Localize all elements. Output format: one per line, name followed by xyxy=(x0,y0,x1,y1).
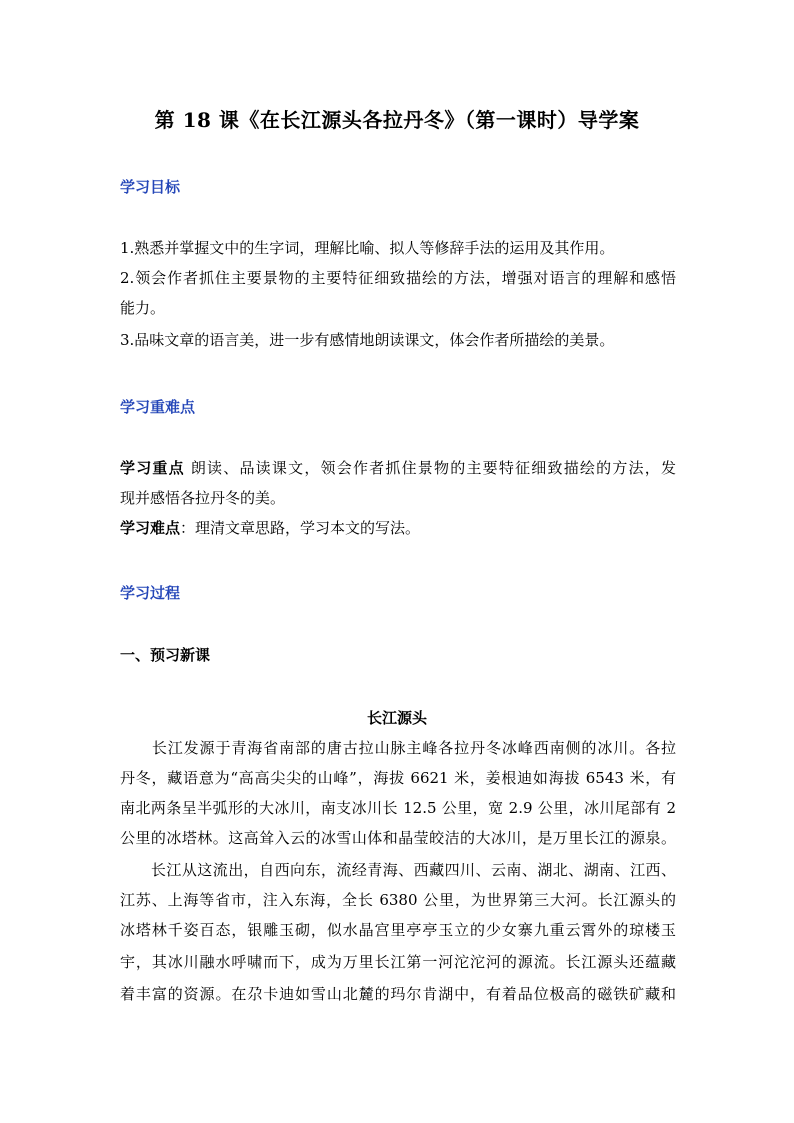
part-one-heading: 一、预习新课 xyxy=(120,646,211,664)
focus-label: 学习重点 xyxy=(120,459,185,477)
paragraph-line: 着丰富的资源。在尕卡迪如雪山北麓的玛尔肯湖中，有着品位极高的磁铁矿藏和 xyxy=(120,985,676,1003)
goal-item-2-continued: 能力。 xyxy=(120,299,166,317)
passage-title: 长江源头 xyxy=(366,709,427,727)
paragraph-line: 长江从这流出，自西向东，流经青海、西藏四川、云南、湖北、湖南、江西、 xyxy=(120,861,676,879)
key-point-focus xyxy=(120,458,676,478)
paragraph-line: 长江发源于青海省南部的唐古拉山脉主峰各拉丹冬冰峰西南侧的冰川。各拉 xyxy=(120,739,676,757)
paragraph-line: 宇，其冰川融水呼啸而下，成为万里长江第一河沱沱河的源流。长江源头还蕴藏 xyxy=(120,953,676,971)
focus-text: 朗读、品读课文，领会作者抓住景物的主要特征细致描绘的方法，发 xyxy=(184,459,676,477)
goal-item-2: 2.领会作者抓住主要景物的主要特征细致描绘的方法，增强对语言的理解和感悟 xyxy=(120,269,676,287)
paragraph-line: 冰塔林千姿百态，银雕玉砌，似水晶宫里亭亭玉立的少女寨九重云霄外的琼楼玉 xyxy=(120,921,676,939)
difficulty-text: ：理清文章思路，学习本文的写法。 xyxy=(180,519,421,537)
paragraph-line: 丹冬，藏语意为“高高尖尖的山峰”，海拔 6621 米，姜根迪如海拔 6543 米，有 xyxy=(120,769,676,787)
page-title: 第 18 课《在长江源头各拉丹冬》（第一课时）导学案 xyxy=(154,108,640,132)
paragraph-line: 江苏、上海等省市，注入东海，全长 6380 公里，为世界第三大河。长江源头的 xyxy=(120,891,676,909)
section-heading-key-points: 学习重难点 xyxy=(120,398,196,416)
section-heading-process: 学习过程 xyxy=(120,584,181,602)
paragraph-line: 公里的冰塔林。这高耸入云的冰雪山体和晶莹皎洁的大冰川，是万里长江的源泉。 xyxy=(120,829,676,847)
paragraph-line: 南北两条呈半弧形的大冰川，南支冰川长 12.5 公里，宽 2.9 公里，冰川尾部有 2 xyxy=(120,799,676,817)
goal-item-1: 1.熟悉并掌握文中的生字词，理解比喻、拟人等修辞手法的运用及其作用。 xyxy=(120,239,615,257)
section-heading-goals: 学习目标 xyxy=(120,178,181,196)
difficulty-label: 学习难点 xyxy=(120,519,181,537)
key-point-focus-continued: 现并感悟各拉丹冬的美。 xyxy=(120,489,286,507)
goal-item-3: 3.品味文章的语言美，进一步有感情地朗读课文，体会作者所描绘的美景。 xyxy=(120,331,615,349)
key-point-difficulty xyxy=(120,518,420,538)
